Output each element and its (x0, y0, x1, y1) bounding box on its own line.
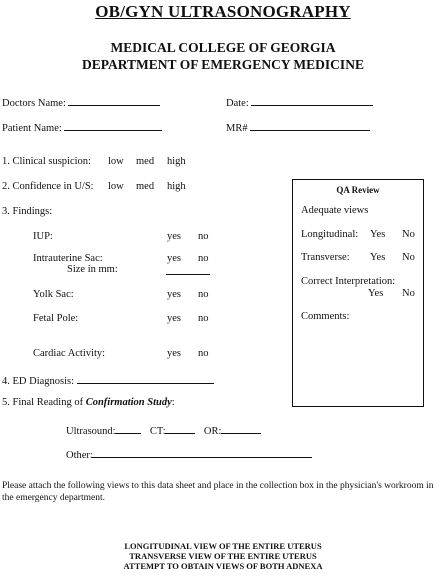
clinical-suspicion-high[interactable]: high (167, 156, 186, 167)
fetal-pole-label: Fetal Pole: (33, 313, 79, 324)
department-name: DEPARTMENT OF EMERGENCY MEDICINE (82, 57, 364, 72)
clinical-suspicion-med[interactable]: med (136, 156, 155, 167)
longitudinal-yes[interactable]: Yes (370, 229, 386, 240)
form-title: OB/GYN ULTRASONOGRAPHY (95, 2, 351, 21)
cardiac-activity-yes[interactable]: yes (167, 348, 181, 359)
final-reading-suffix: : (171, 397, 175, 408)
yolk-sac-no[interactable]: no (198, 289, 209, 300)
ed-diagnosis-row (2, 373, 214, 387)
required-view-2: TRANSVERSE VIEW OF THE ENTIRE UTERUS (129, 551, 317, 561)
adequate-views-label: Adequate views (301, 205, 369, 216)
transverse-label: Transverse: (301, 252, 350, 263)
intrauterine-sac-label: Intrauterine Sac: (33, 253, 103, 264)
ultrasound-label: Ultrasound: (66, 426, 116, 437)
longitudinal-no[interactable]: No (402, 229, 415, 240)
iup-label: IUP: (33, 231, 53, 242)
confidence-label: 2. Confidence in U/S: (2, 181, 94, 192)
patient-name-label: Patient Name: (2, 123, 62, 134)
size-mm-label: Size in mm: (67, 264, 118, 275)
correct-interpretation-no[interactable]: No (402, 288, 415, 299)
final-reading-prefix: 5. Final Reading of (2, 397, 84, 408)
confidence-low[interactable]: low (108, 181, 124, 192)
doctors-name-row (2, 95, 160, 109)
fetal-pole-no[interactable]: no (198, 313, 209, 324)
instructions-paragraph: Please attach the following views to this data sheet and place in the collection box in the physician's workroom in the emergency department. (2, 481, 434, 503)
correct-interpretation-label: Correct Interpretation: (301, 276, 396, 287)
other-field[interactable] (92, 447, 312, 458)
ct-field[interactable] (165, 423, 195, 434)
transverse-no[interactable]: No (402, 252, 415, 263)
yolk-sac-label: Yolk Sac: (33, 289, 74, 300)
clinical-suspicion-label: 1. Clinical suspicion: (2, 156, 91, 167)
findings-label: 3. Findings: (2, 206, 53, 217)
iup-yes[interactable]: yes (167, 231, 181, 242)
date-field[interactable] (251, 95, 373, 106)
date-label: Date: (226, 98, 249, 109)
date-row (226, 95, 373, 109)
confirmation-study-label: Confirmation Study (85, 397, 172, 408)
yolk-sac-yes[interactable]: yes (167, 289, 181, 300)
cardiac-activity-no[interactable]: no (198, 348, 209, 359)
intrauterine-sac-no[interactable]: no (198, 253, 209, 264)
required-view-1: LONGITUDINAL VIEW OF THE ENTIRE UTERUS (124, 541, 322, 551)
qa-review-box (292, 179, 424, 407)
final-reading-modalities (66, 423, 261, 437)
clinical-suspicion-low[interactable]: low (108, 156, 124, 167)
size-mm-field[interactable] (166, 264, 210, 275)
iup-no[interactable]: no (198, 231, 209, 242)
mr-row (226, 120, 370, 134)
other-row (66, 447, 312, 461)
ed-diagnosis-label: 4. ED Diagnosis: (2, 376, 75, 387)
comments-label: Comments: (301, 311, 350, 322)
qa-review-title: QA Review (336, 185, 380, 195)
doctors-name-field[interactable] (68, 95, 160, 106)
doctors-name-label: Doctors Name: (2, 98, 66, 109)
correct-interpretation-yes[interactable]: Yes (368, 288, 384, 299)
transverse-yes[interactable]: Yes (370, 252, 386, 263)
cardiac-activity-label: Cardiac Activity: (33, 348, 106, 359)
ultrasound-field[interactable] (115, 423, 141, 434)
fetal-pole-yes[interactable]: yes (167, 313, 181, 324)
patient-name-field[interactable] (64, 120, 162, 131)
or-field[interactable] (221, 423, 261, 434)
final-reading-label (2, 397, 175, 408)
required-view-3: ATTEMPT TO OBTAIN VIEWS OF BOTH ADNEXA (123, 561, 323, 571)
longitudinal-label: Longitudinal: (301, 229, 359, 240)
mr-field[interactable] (250, 120, 370, 131)
ed-diagnosis-field[interactable] (77, 373, 214, 384)
mr-label: MR# (226, 123, 248, 134)
institution-name: MEDICAL COLLEGE OF GEORGIA (110, 40, 336, 55)
ct-label: CT: (149, 426, 166, 437)
or-label: OR: (203, 426, 222, 437)
confidence-high[interactable]: high (167, 181, 186, 192)
intrauterine-sac-yes[interactable]: yes (167, 253, 181, 264)
confidence-med[interactable]: med (136, 181, 155, 192)
other-label: Other: (66, 450, 93, 461)
patient-name-row (2, 120, 162, 134)
